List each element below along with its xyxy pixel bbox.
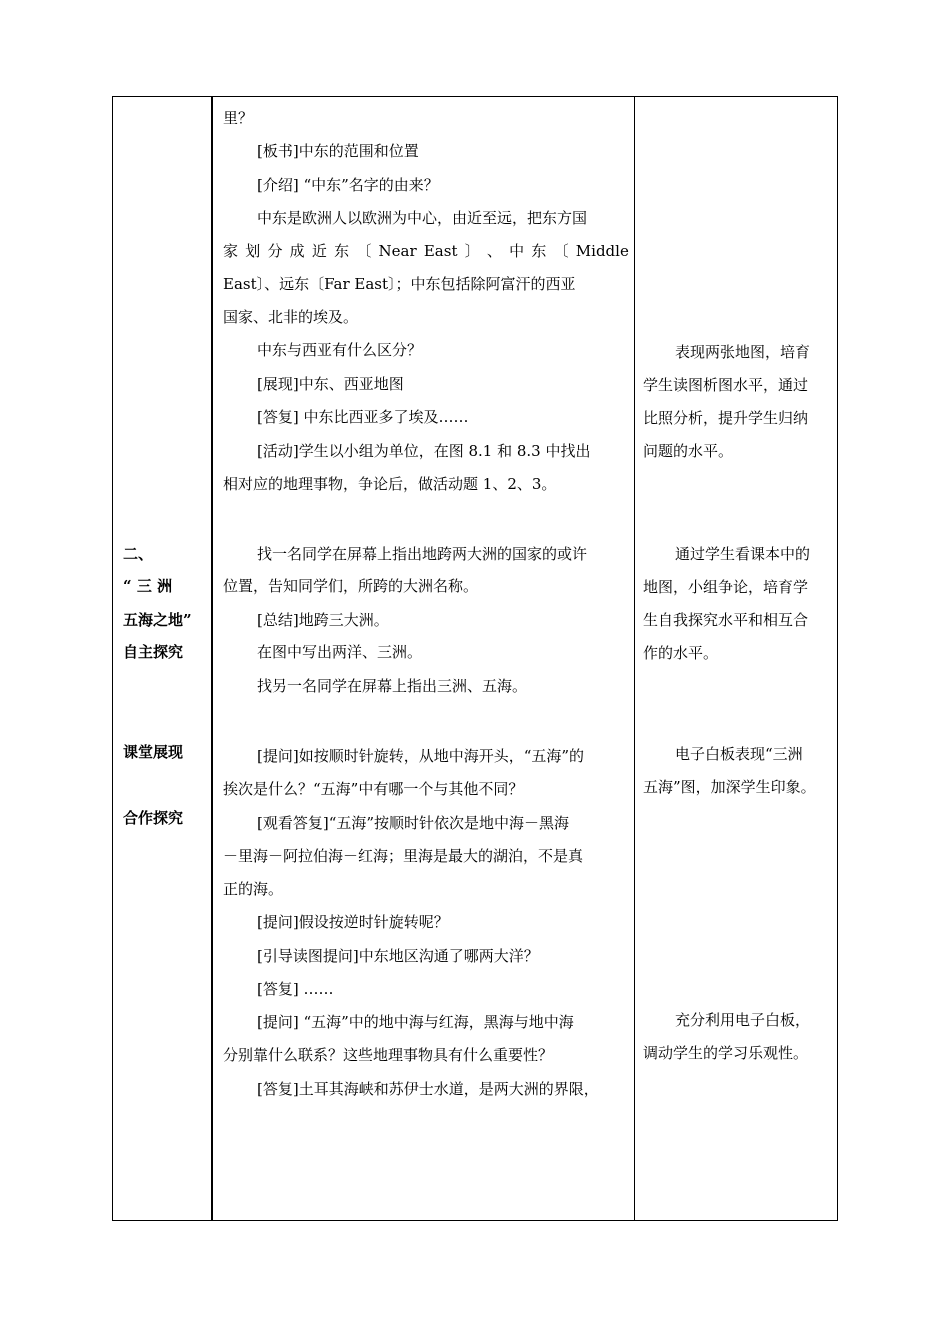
content-line: East〕、远东〔Far East〕；中东包括除阿富汗的西亚 xyxy=(223,275,576,293)
note-line: 作的水平。 xyxy=(643,644,719,662)
section-number: 二、 xyxy=(123,545,154,563)
section-label-display: 课堂展现 xyxy=(123,743,184,761)
content-line: 中东与西亚有什么区分？ xyxy=(257,341,423,359)
content-line: 国家、北非的埃及。 xyxy=(223,308,359,326)
section-label-cooperate: 合作探究 xyxy=(123,809,184,827)
word: 〔 xyxy=(553,242,569,260)
note-line: 地图，小组争论，培育学 xyxy=(643,578,809,596)
content-line: [提问]假设按逆时针旋转呢？ xyxy=(257,913,449,931)
content-line: 位置，告知同学们，所跨的大洲名称。 xyxy=(223,577,479,595)
content-line: 中东是欧洲人以欧洲为中心，由近至远，把东方国 xyxy=(257,209,588,227)
word: 近 xyxy=(311,242,327,260)
content-line: 挨次是什么？“五海”中有哪一个与其他不同？ xyxy=(223,780,524,798)
note-line: 电子白板表现“三洲 xyxy=(675,745,803,763)
note-line: 表现两张地图，培育 xyxy=(675,343,811,361)
word: 分 xyxy=(267,242,283,260)
content-line: [板书]中东的范围和位置 xyxy=(257,142,419,160)
note-line: 通过学生看课本中的 xyxy=(675,545,811,563)
content-line: [活动]学生以小组为单位，在图 8.1 和 8.3 中找出 xyxy=(257,442,591,460)
word: 成 xyxy=(289,242,305,260)
content-line: [引导读图提问]中东地区沟通了哪两大洋？ xyxy=(257,947,539,965)
note-line: 学生读图析图水平，通过 xyxy=(643,376,809,394)
word: 家 xyxy=(223,242,239,260)
note-line: 调动学生的学习乐观性。 xyxy=(643,1044,809,1062)
word: 划 xyxy=(245,242,261,260)
word: East xyxy=(423,242,458,260)
note-line: 充分利用电子白板， xyxy=(675,1011,811,1029)
content-line: [总结]地跨三大洲。 xyxy=(257,611,389,629)
section-title-line-1: “ 三 洲 xyxy=(123,577,173,595)
note-line: 比照分析，提升学生归纳 xyxy=(643,409,809,427)
content-line: [提问] “五海”中的地中海与红海，黑海与地中海 xyxy=(257,1013,574,1031)
content-line: [答复] 中东比西亚多了埃及…… xyxy=(257,408,469,426)
word: 〔 xyxy=(356,242,372,260)
word: Near xyxy=(378,242,417,260)
word: 、 xyxy=(486,242,502,260)
content-line: [介绍] “中东”名字的由来？ xyxy=(257,176,439,194)
section-subtitle: 自主探究 xyxy=(123,643,184,661)
word: 〕 xyxy=(464,242,480,260)
content-line: [提问]如按顺时针旋转，从地中海开头，“五海”的 xyxy=(257,747,585,765)
word: Middle xyxy=(575,242,629,260)
content-line: [答复] …… xyxy=(257,980,334,998)
content-line: 相对应的地理事物，争论后，做活动题 1、2、3。 xyxy=(223,475,557,493)
content-line: [答复]土耳其海峡和苏伊士水道，是两大洲的界限， xyxy=(257,1080,599,1098)
content-column xyxy=(213,97,635,1220)
lesson-table xyxy=(112,96,838,1221)
word: 东 xyxy=(531,242,547,260)
notes-column xyxy=(635,97,837,1220)
content-line: 分别靠什么联系？这些地理事物具有什么重要性？ xyxy=(223,1046,554,1064)
word: 东 xyxy=(334,242,350,260)
word: 中 xyxy=(509,242,525,260)
content-line: －里海－阿拉伯海－红海；里海是最大的湖泊，不是真 xyxy=(223,847,584,865)
content-line: 里？ xyxy=(223,109,254,127)
note-line: 五海”图，加深学生印象。 xyxy=(643,778,816,796)
content-line: 找另一名同学在屏幕上指出三洲、五海。 xyxy=(257,677,528,695)
section-column xyxy=(113,97,213,1220)
content-line: [观看答复]“五海”按顺时针依次是地中海－黑海 xyxy=(257,814,570,832)
content-line-justified xyxy=(223,241,629,261)
note-line: 生自我探究水平和相互合 xyxy=(643,611,809,629)
content-line: 正的海。 xyxy=(223,880,284,898)
content-line: [展现]中东、西亚地图 xyxy=(257,375,404,393)
section-title-line-2: 五海之地” xyxy=(123,611,192,629)
content-line: 在图中写出两洋、三洲。 xyxy=(257,643,423,661)
content-line: 找一名同学在屏幕上指出地跨两大洲的国家的或许 xyxy=(257,545,588,563)
note-line: 问题的水平。 xyxy=(643,442,734,460)
